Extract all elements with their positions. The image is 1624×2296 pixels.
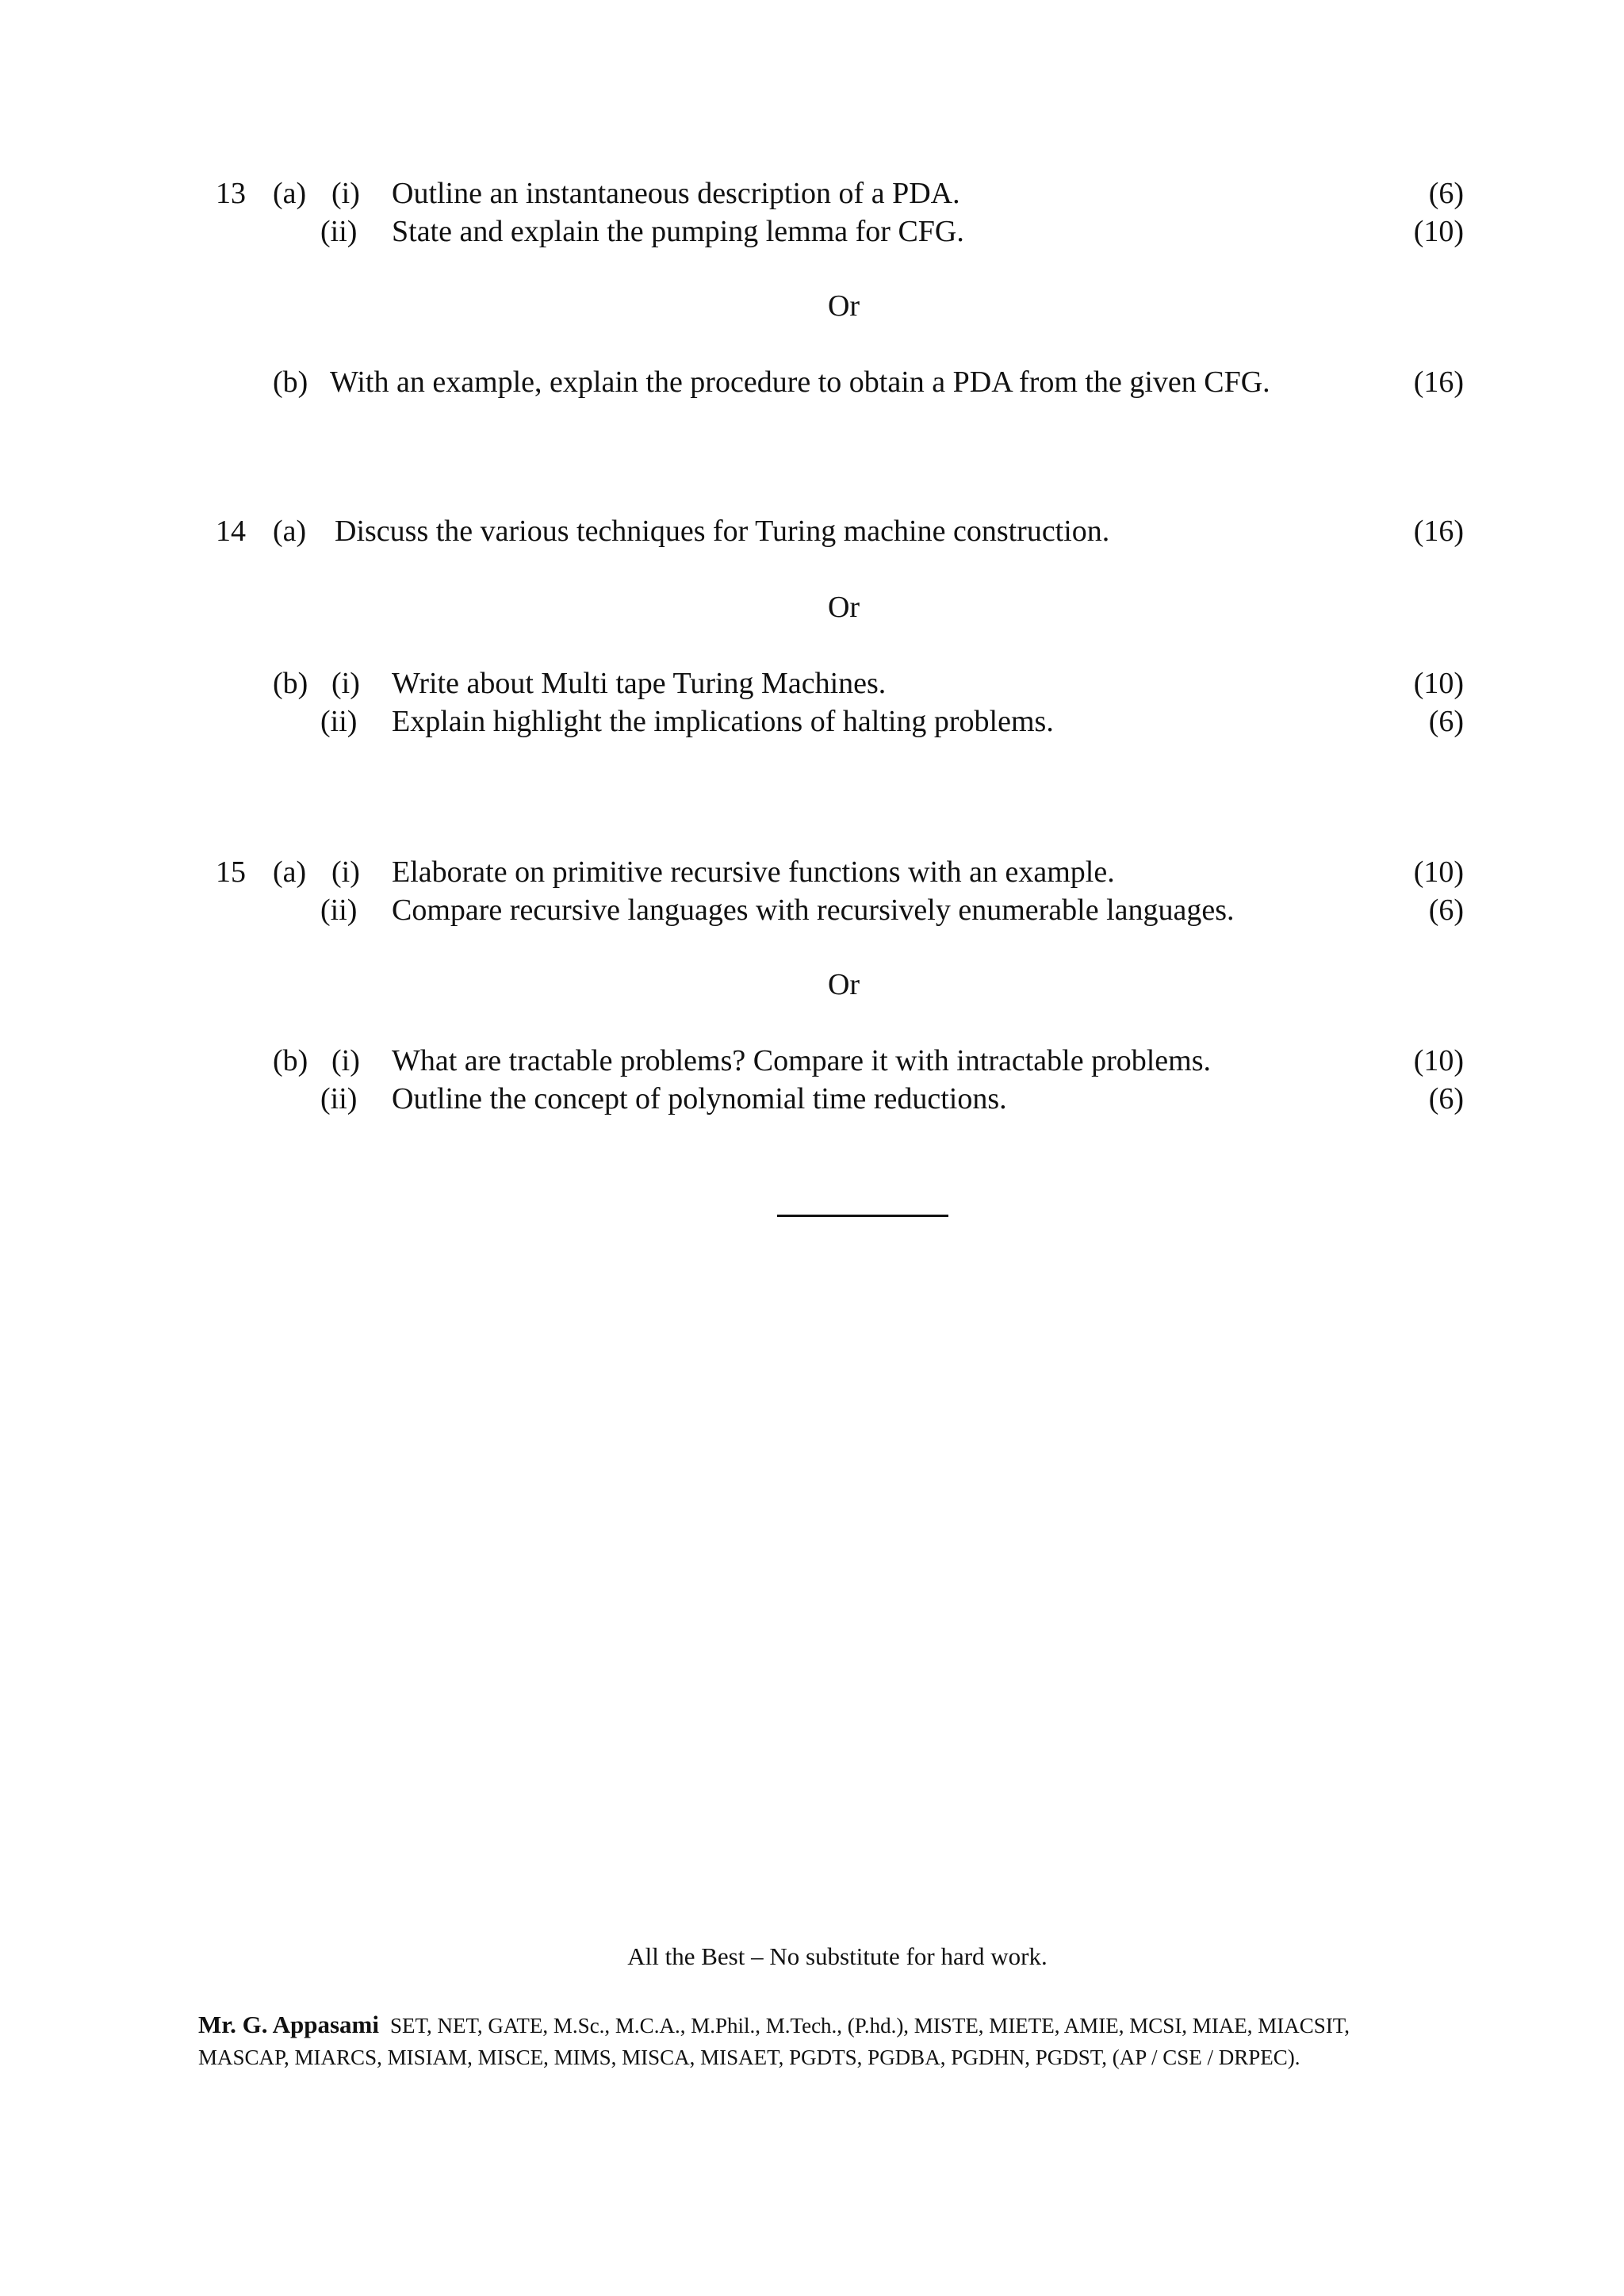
marks: (6) (1428, 177, 1464, 210)
subpart-label: (ii) (320, 705, 358, 738)
marks: (16) (1413, 515, 1464, 548)
question-number: 13 (216, 177, 246, 210)
question-text: Explain highlight the implications of halting problems. (392, 705, 1054, 738)
or-separator: Or (827, 289, 860, 323)
footer-line-1 (198, 2009, 1483, 2042)
question-text: Outline an instantaneous description of a PDA. (392, 177, 960, 210)
question-text: Discuss the various techniques for Turing machine construction. (335, 515, 1110, 548)
question-number: 15 (216, 855, 246, 889)
marks: (10) (1413, 1044, 1464, 1077)
question-text: What are tractable problems? Compare it with intractable problems. (392, 1044, 1211, 1077)
subpart-label: (ii) (320, 1082, 358, 1115)
subpart-label: (i) (331, 177, 360, 210)
author-footer (198, 2009, 1483, 2073)
question-number: 14 (216, 515, 246, 548)
marks: (6) (1428, 1082, 1464, 1115)
part-label: (b) (273, 365, 308, 399)
closing-message: All the Best – No substitute for hard work. (627, 1942, 1048, 1970)
subpart-label: (ii) (320, 894, 358, 927)
question-text: Outline the concept of polynomial time reductions. (392, 1082, 1007, 1115)
part-label: (b) (273, 1044, 308, 1077)
subpart-label: (i) (331, 1044, 360, 1077)
marks: (16) (1413, 365, 1464, 399)
footer-line-2: MASCAP, MIARCS, MISIAM, MISCE, MIMS, MISCA, MISAET, PGDTS, PGDBA, PGDHN, PGDST, (AP / CSE / DRPEC). (198, 2045, 1300, 2069)
marks: (6) (1428, 894, 1464, 927)
marks: (10) (1413, 215, 1464, 248)
part-label: (a) (273, 515, 307, 548)
question-text: State and explain the pumping lemma for CFG. (392, 215, 964, 248)
author-name: Mr. G. Appasami (198, 2011, 379, 2038)
subpart-label: (i) (331, 855, 360, 889)
question-text: Compare recursive languages with recursively enumerable languages. (392, 894, 1235, 927)
part-label: (b) (273, 667, 308, 700)
or-separator: Or (827, 968, 860, 1001)
marks: (10) (1413, 855, 1464, 889)
marks: (6) (1428, 705, 1464, 738)
part-label: (a) (273, 855, 307, 889)
question-text: Elaborate on primitive recursive functions with an example. (392, 855, 1115, 889)
marks: (10) (1413, 667, 1464, 700)
subpart-label: (ii) (320, 215, 358, 248)
author-credentials: SET, NET, GATE, M.Sc., M.C.A., M.Phil., M.Tech., (P.hd.), MISTE, MIETE, AMIE, MCSI, MIAE, MIACSIT, (389, 2014, 1350, 2038)
end-rule (777, 1215, 948, 1217)
part-label: (a) (273, 177, 307, 210)
question-text: Write about Multi tape Turing Machines. (392, 667, 887, 700)
subpart-label: (i) (331, 667, 360, 700)
question-text: With an example, explain the procedure to obtain a PDA from the given CFG. (330, 365, 1270, 399)
or-separator: Or (827, 591, 860, 624)
